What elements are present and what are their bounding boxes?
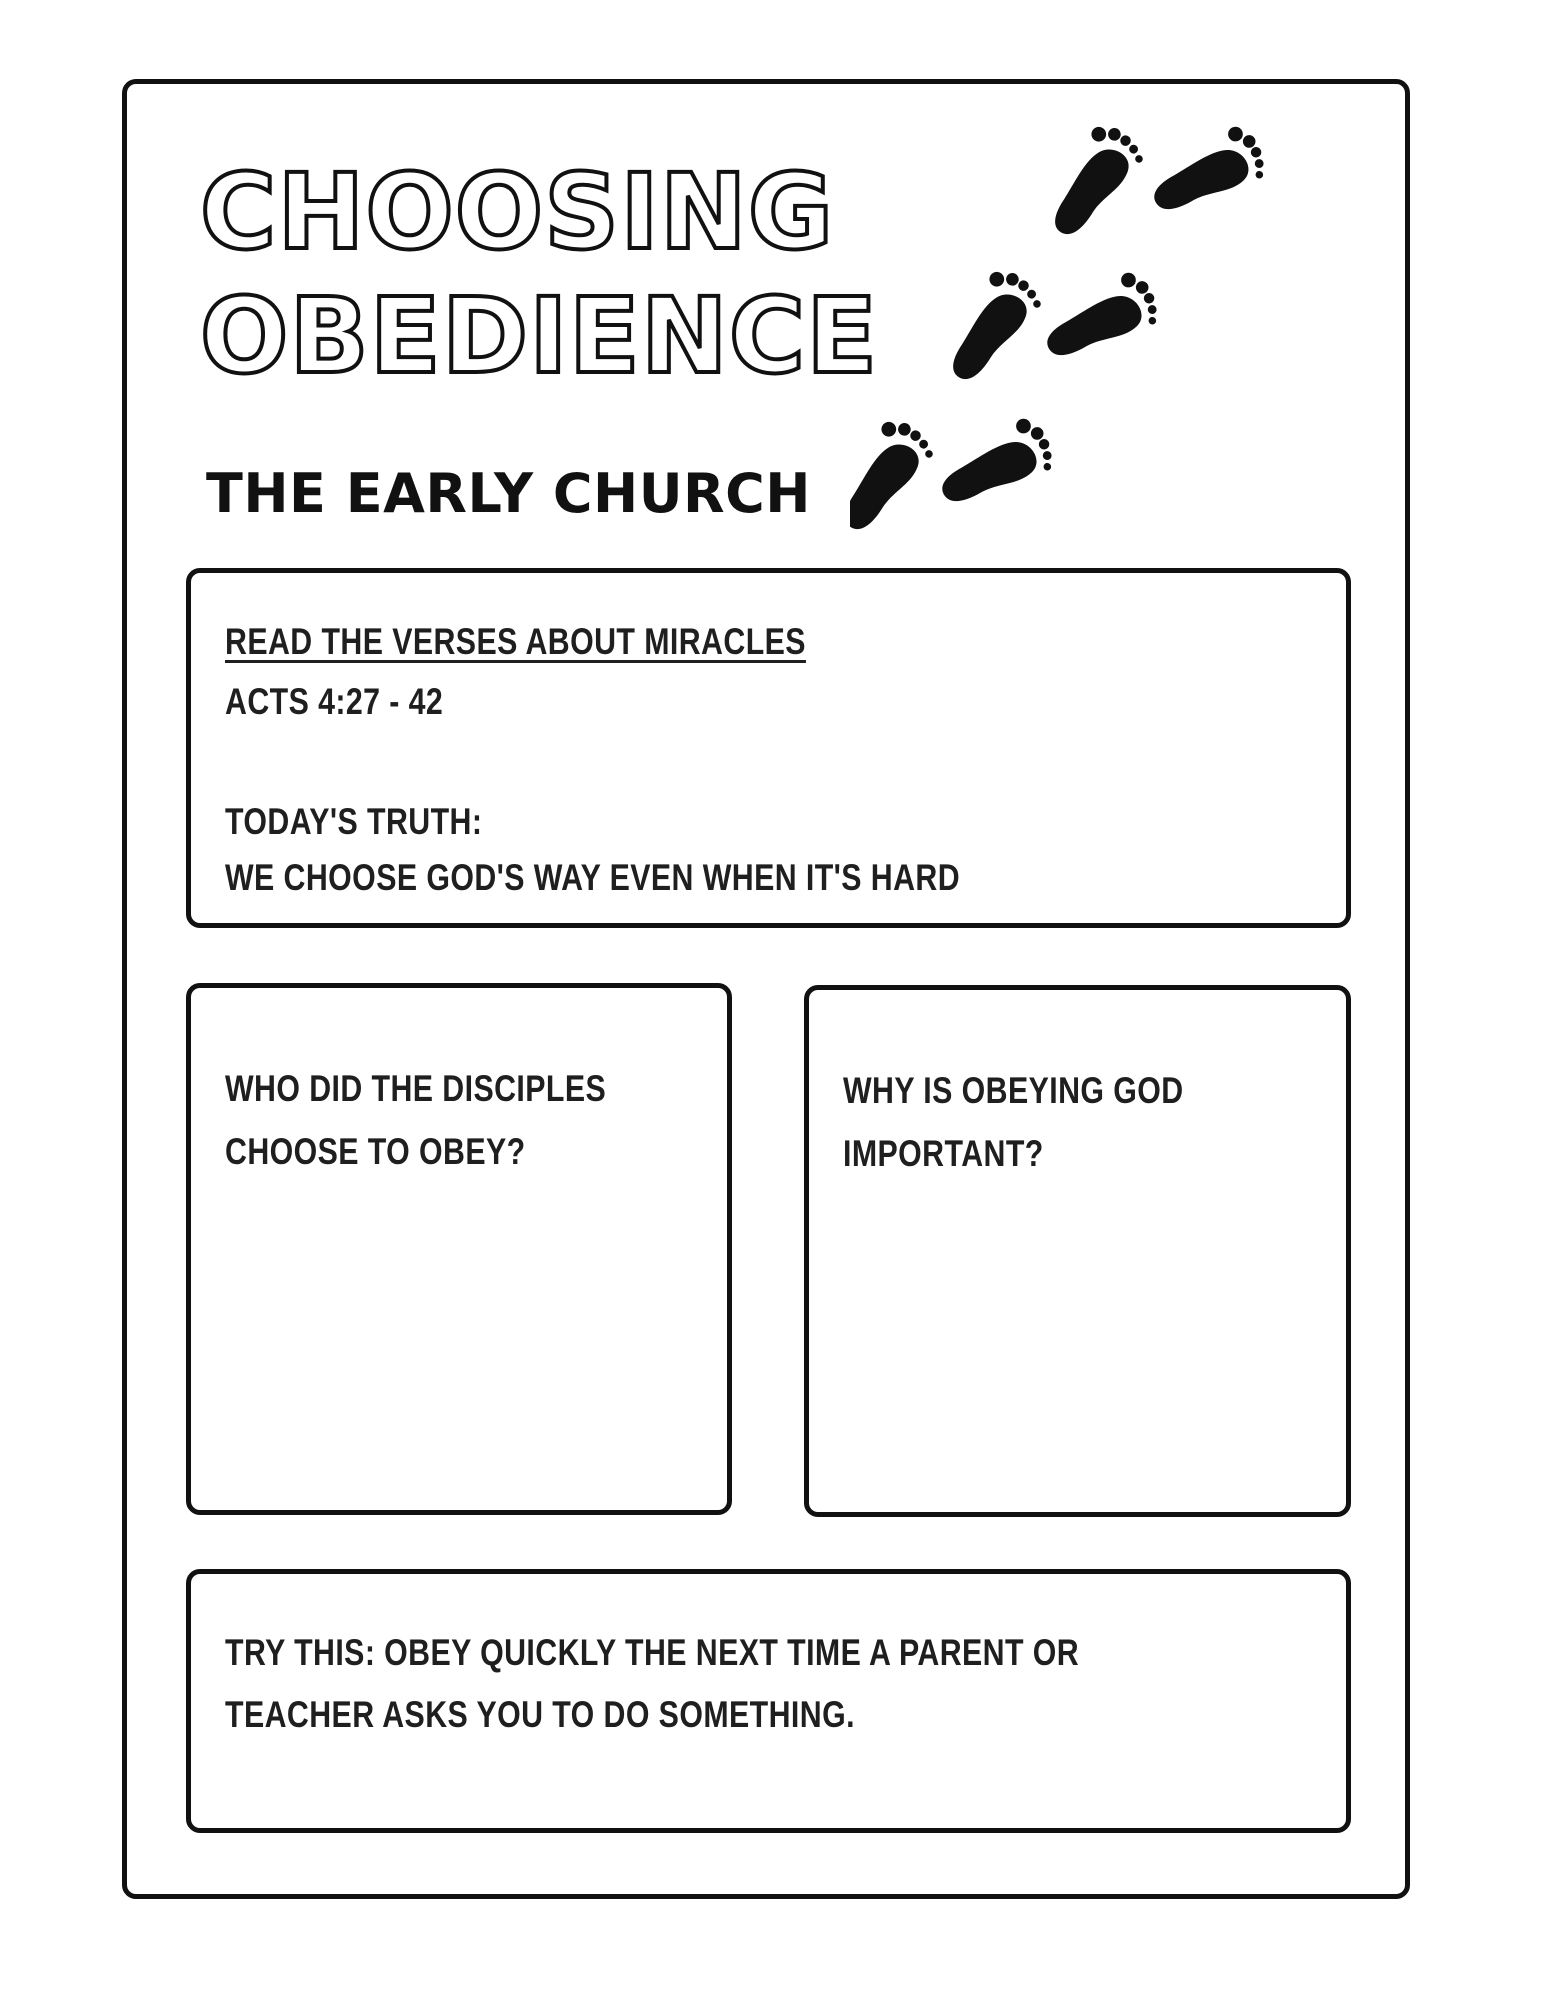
worksheet-subtitle: THE EARLY CHURCH (206, 462, 811, 525)
question-2-line-2: IMPORTANT? (843, 1133, 1044, 1174)
truth-label: TODAY'S TRUTH: (225, 801, 483, 842)
worksheet-title (200, 150, 878, 398)
question-box-2[interactable] (804, 985, 1351, 1517)
verses-box (186, 568, 1351, 928)
title-line-1: CHOOSING (200, 151, 835, 273)
question-1-line-1: WHO DID THE DISCIPLES (225, 1068, 607, 1109)
question-2-line-1: WHY IS OBEYING GOD (843, 1070, 1184, 1111)
try-this-line-2: TEACHER ASKS YOU TO DO SOMETHING. (225, 1694, 855, 1735)
title-line-2: OBEDIENCE (200, 275, 879, 397)
truth-text: WE CHOOSE GOD'S WAY EVEN WHEN IT'S HARD (225, 857, 961, 898)
verses-reference: ACTS 4:27 - 42 (225, 681, 444, 722)
footprints-icon (850, 95, 1320, 565)
try-this-line-1: TRY THIS: OBEY QUICKLY THE NEXT TIME A PARENT OR (225, 1632, 1080, 1673)
verses-heading: READ THE VERSES ABOUT MIRACLES (225, 621, 806, 662)
question-1-line-2: CHOOSE TO OBEY? (225, 1131, 526, 1172)
try-this-box (186, 1569, 1351, 1833)
question-box-1[interactable] (186, 983, 732, 1515)
